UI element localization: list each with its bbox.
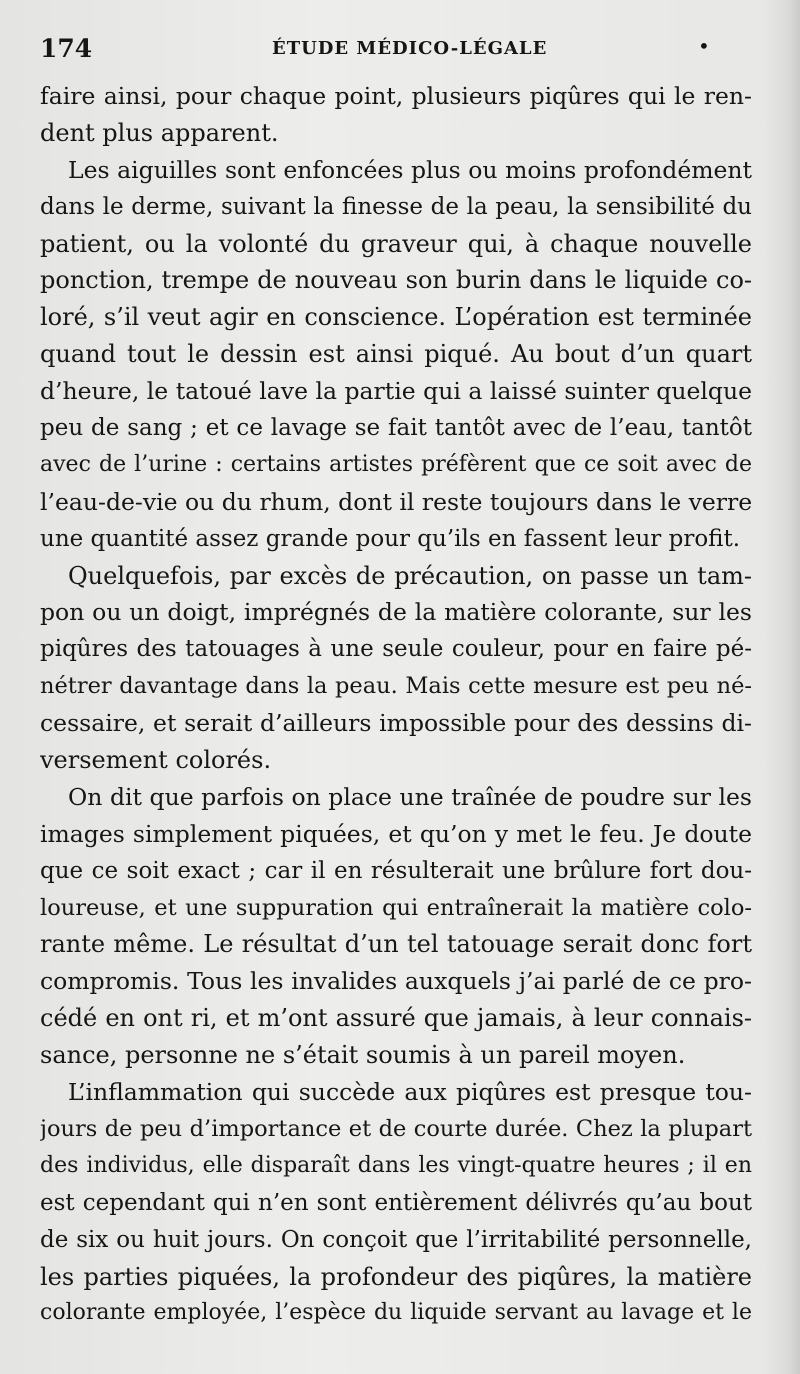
text-line: pon ou un doigt, imprégnés de la matière colorante, sur les [40,598,752,627]
text-line: rante même. Le résultat d’un tel tatouage serait donc fort [40,930,752,959]
text-line: loureuse, et une suppuration qui entraînerait la matière colo- [40,894,752,921]
text-line: Quelquefois, par excès de précaution, on passe un tam- [68,561,752,590]
ink-mark: • [698,34,710,58]
text-line: jours de peu d’importance et de courte durée. Chez la plupart [40,1115,752,1142]
text-line: quand tout le dessin est ainsi piqué. Au bout d’un quart [40,340,752,369]
text-line: une quantité assez grande pour qu’ils en fassent leur profit. [40,525,741,552]
text-line: avec de l’urine : certains artistes préfèrent que ce soit avec de [40,451,752,477]
text-line: patient, ou la volonté du graveur qui, à chaque nouvelle [40,229,752,258]
text-line: L’inflammation qui succède aux piqûres est presque tou- [68,1078,752,1107]
text-line: On dit que parfois on place une traînée de poudre sur les [68,782,752,811]
text-line: cessaire, et serait d’ailleurs impossible pour des dessins di- [40,709,752,738]
text-line: est cependant qui n’en sont entièrement délivrés qu’au bout [40,1189,752,1216]
text-line: l’eau-de-vie ou du rhum, dont il reste toujours dans le verre [40,487,752,516]
body-text [40,78,752,1332]
page-number: 174 [40,34,93,63]
text-line: versement colorés. [40,746,272,775]
text-line: les parties piquées, la profondeur des piqûres, la matière [40,1262,752,1291]
text-line: ponction, trempe de nouveau son burin dans le liquide co- [40,266,752,295]
text-line: piqûres des tatouages à une seule couleur, pour en faire pé- [40,636,752,663]
text-line: peu de sang ; et ce lavage se fait tantôt avec de l’eau, tantôt [40,415,752,442]
text-line: de six ou huit jours. On conçoit que l’irritabilité personnelle, [40,1226,752,1253]
text-line: d’heure, le tatoué lave la partie qui a laissé suinter quelque [40,377,752,406]
text-line: nétrer davantage dans la peau. Mais cette mesure est peu né- [40,673,752,700]
text-line: cédé en ont ri, et m’ont assuré que jamais, à leur connais- [40,1004,752,1033]
text-line: colorante employée, l’espèce du liquide servant au lavage et le [40,1300,752,1326]
page-edge-shadow [764,0,800,1374]
text-line: loré, s’il veut agir en conscience. L’opération est terminée [40,303,752,332]
text-line: dans le derme, suivant la finesse de la peau, la sensibilité du [40,193,752,220]
text-line: faire ainsi, pour chaque point, plusieurs piqûres qui le ren- [40,82,752,110]
page-header [40,34,760,64]
text-line: sance, personne ne s’était soumis à un pareil moyen. [40,1041,686,1070]
text-line: images simplement piquées, et qu’on y met le feu. Je doute [40,819,752,848]
text-line: Les aiguilles sont enfoncées plus ou moins profondément [68,155,752,184]
text-line: des individus, elle disparaît dans les vingt-quatre heures ; il en [40,1152,752,1178]
text-line: compromis. Tous les invalides auxquels j’ai parlé de ce pro- [40,967,752,996]
running-head: ÉTUDE MÉDICO-LÉGALE [272,38,548,59]
text-line: dent plus apparent. [40,118,279,147]
text-line: que ce soit exact ; car il en résulterait une brûlure fort dou- [40,857,752,884]
